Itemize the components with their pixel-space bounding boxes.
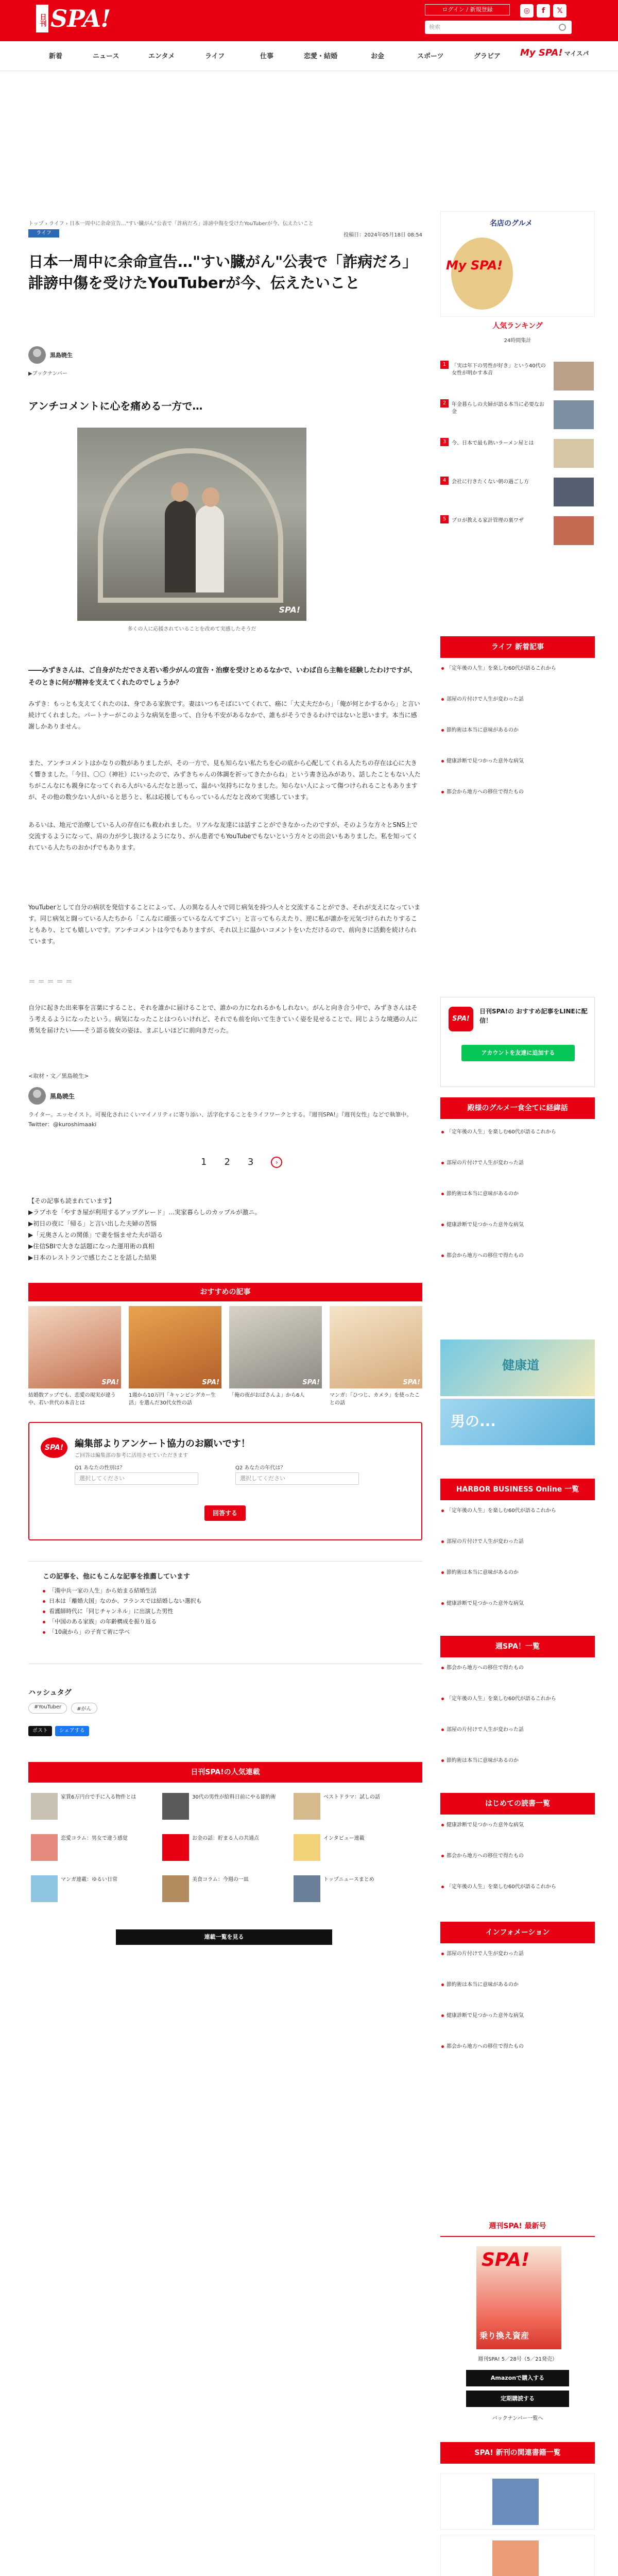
card-watermark: SPA!	[101, 1379, 119, 1386]
page-2[interactable]: 2	[224, 1157, 230, 1167]
series-more-button[interactable]: 連載一覧を見る	[116, 1929, 332, 1945]
recommend-link[interactable]: 「漢中兵一家の人生」から始まる結婚生活	[43, 1586, 408, 1596]
rank-number: 3	[440, 438, 449, 446]
sidebar-news-item[interactable]: 都会から地方への移住で得たもの	[440, 1664, 595, 1672]
weekly-heading: 週刊SPA! 最新号	[440, 2215, 595, 2237]
body-paragraph: また、アンチコメントはかなりの数がありましたが、その一方で、見も知らない私たちを心の底から心配してくれる人たちの存在は心に大きく響きました。「今日、〇〇（神社）にいったので、みずきちゃんの体調を祈ってきたからね」という書き込みがあり、話したこともない人たちがこんなにも親身になってくれる人がいるんだなと思って、温かい気持ちになりました。知らない人によって傷つけられることもありますが、その他の数少ない人がいると思うと、私は応援してもらっているんだなと改めて実感しています。	[28, 759, 421, 801]
survey-title: 編集部よりアンケート協力のお願いです！	[75, 1438, 250, 1449]
recommended-heading: おすすめの記事	[28, 1283, 422, 1301]
photo-watermark: SPA!	[279, 605, 300, 615]
recommend-box	[28, 1561, 422, 1664]
series-thumb	[162, 1834, 189, 1861]
nav-item-sports[interactable]: スポーツ	[417, 53, 444, 60]
related-link[interactable]: ▶住信SBIで大きな話題になった運用術の真相	[28, 1243, 154, 1250]
credit-line: <取材・文／黒島暁生>	[28, 1073, 89, 1079]
book-banner[interactable]	[440, 2535, 595, 2576]
facebook-share-button[interactable]: シェアする	[55, 1726, 89, 1736]
avatar	[28, 346, 46, 364]
tag-list	[28, 1703, 97, 1714]
rank-thumb	[554, 439, 594, 468]
rank-title: プロが教える家計管理の裏ワザ	[452, 518, 524, 523]
sidebar-pickup-heading: 週SPA！一覧	[440, 1636, 595, 1657]
ad-myspa-logo: My SPA!	[446, 258, 503, 273]
card-watermark: SPA!	[202, 1379, 219, 1386]
card-title: 「俺の夜がおばさんよ」から6人	[229, 1393, 305, 1398]
series-item[interactable]	[31, 1875, 157, 1902]
survey-q1-label: Q1 あなたの性別は？	[75, 1465, 125, 1471]
weekly-cover-image[interactable]	[476, 2246, 561, 2349]
banner-title: 男の...	[451, 1413, 496, 1430]
weekly-date: 週刊SPA! 5／28号（5／21発売）	[478, 2357, 557, 2362]
series-item[interactable]	[162, 1875, 288, 1902]
sidebar-rank-item[interactable]	[440, 438, 595, 471]
rank-number: 1	[440, 361, 449, 369]
rank-number: 4	[440, 477, 449, 485]
recommend-link[interactable]: 「10歳から」の子育て術に学べ	[43, 1627, 408, 1637]
sidebar-news-item[interactable]: 節約術は本当に意味があるのか	[440, 1757, 595, 1765]
recommended-card[interactable]	[330, 1306, 422, 1407]
article-meta-bar	[28, 229, 422, 238]
series-thumb	[294, 1834, 320, 1861]
sidebar-rank-item[interactable]	[440, 361, 595, 394]
nav-item-love[interactable]: 恋愛・結婚	[304, 53, 338, 60]
photo-person-right	[196, 505, 224, 592]
author-box	[28, 1087, 422, 1129]
series-title: 家賃6万円台で手に入る物件とは	[61, 1794, 136, 1800]
sidebar-rank-item[interactable]	[440, 515, 595, 548]
sidebar-news-item[interactable]: 都会から地方への移住で得たもの	[440, 1252, 595, 1260]
cover-headline: 乗り換え資産	[479, 2331, 529, 2341]
nav-item-money[interactable]: お金	[371, 53, 385, 60]
search-icon[interactable]	[559, 24, 566, 31]
survey-note: ご回答は編集部の参考に活用させていただきます	[75, 1453, 188, 1459]
body-paragraph: みずき：もっとも支えてくれたのは、身である家族です。妻はいつもそばにいてくれて、癌に「大丈夫だから」「俺が何とかするから」と言い続けてくれました。パートナーがこのような病気を患って、自分も不安があるなかで、誰もがそうできるわけではないと思います。本当に感謝しかありません。	[28, 700, 420, 730]
sidebar-news-item[interactable]: 部屋の片付けで人生が変わった話	[440, 1159, 595, 1167]
site-header	[0, 0, 618, 41]
card-thumbnail	[28, 1306, 121, 1388]
series-title: 30代の男性が給料日前にやる節約術	[192, 1794, 276, 1800]
series-item[interactable]	[31, 1834, 157, 1861]
nav-item-work[interactable]: 仕事	[260, 53, 274, 60]
sidebar-ad-gourmet[interactable]	[440, 211, 595, 317]
nav-item-gravure[interactable]: グラビア	[474, 53, 501, 60]
series-item[interactable]	[162, 1793, 288, 1820]
tag-youtuber[interactable]: #YouTuber	[28, 1703, 67, 1714]
site-logo[interactable]	[36, 3, 110, 34]
rank-title: 「実は年下の男性が好き」という40代の女性が明かす本音	[452, 363, 546, 376]
author-byline[interactable]	[28, 346, 73, 364]
line-add-friend-button[interactable]: アカウントを友達に追加する	[461, 1045, 575, 1061]
card-title: マンガ：「ひつじ、カメラ」を使ったことの話	[330, 1393, 420, 1406]
facebook-icon[interactable]: f	[537, 4, 550, 18]
rank-number: 5	[440, 515, 449, 523]
related-link[interactable]: ▶「元奥さんとの関係」で妻を悩ませた夫が語る	[28, 1231, 163, 1239]
recommend-link[interactable]: 「中国のある家族」の年齢構成を振り返る	[43, 1617, 408, 1627]
page-1[interactable]: 1	[201, 1157, 207, 1167]
series-title: トップニュースまとめ	[323, 1877, 374, 1883]
category-badge[interactable]: ライフ	[28, 229, 59, 238]
rank-thumb	[554, 400, 594, 429]
banner-title: 健康道	[502, 1358, 539, 1372]
related-links	[28, 1195, 422, 1263]
cover-logo: SPA!	[482, 2249, 530, 2270]
author-name: 黒島暁生	[50, 352, 73, 359]
sidebar-news-item[interactable]: 健康診断で見つかった意外な病気	[440, 2012, 595, 2020]
sidebar-news-item[interactable]: 「定年後の人生」を楽しむ60代が語るこれから	[440, 1883, 595, 1891]
publish-date: 投稿日：2024年05月18日 08:54	[344, 232, 422, 238]
card-thumbnail	[229, 1306, 322, 1388]
photo-person-left	[165, 500, 196, 592]
nav-item-life[interactable]: ライフ	[205, 53, 225, 60]
card-title: 結婚数アップでも、恋愛の現実が違う中、若い世代の本音とは	[28, 1393, 116, 1406]
sidebar-rank-sub: 24時間集計	[504, 338, 531, 344]
rank-title: 年金暮らしの夫婦が語る本当に必要なお金	[452, 402, 544, 415]
body-paragraph: YouTuberとして自分の病状を発信することによって、人の異なる人々で同じ病気を持つ人々と交流することができ、それが支えになっています。同じ病気と闘っている人たちから「こんなに頑張っているなんてすごい」と言ってもらえたり、逆に私が誰かを元気づけられたりすることもあり、とても嬉しいです。アンチコメントは今でもありますが、それ以上に温かいコメントをいただけるので、前向きに活動を続けられています。	[28, 904, 421, 945]
series-item[interactable]	[294, 1834, 420, 1861]
related-link[interactable]: ▶日本のレストランで感じたことを話した結果	[28, 1254, 157, 1261]
nav-item-new[interactable]: 新着	[49, 53, 63, 60]
sidebar-news-item[interactable]: 節約術は本当に意味があるのか	[440, 726, 595, 734]
author-name[interactable]: 黒島暁生	[50, 1092, 75, 1100]
sidebar-rank-item[interactable]	[440, 399, 595, 432]
sidebar-news-item[interactable]: 都会から地方への移住で得たもの	[440, 2043, 595, 2050]
sidebar-news-item[interactable]: 節約術は本当に意味があるのか	[440, 1190, 595, 1198]
rank-title: 今、日本で最も熱いラーメン屋とは	[452, 440, 534, 446]
tweet-button[interactable]: ポスト	[28, 1726, 52, 1736]
series-title: 美食コラム：今週の一皿	[192, 1877, 249, 1883]
series-title: 恋愛コラム：男女で違う感覚	[61, 1836, 128, 1841]
main-nav	[0, 41, 618, 71]
sidebar-news-item[interactable]: 都会から地方への移住で得たもの	[440, 1852, 595, 1860]
backnumber-link[interactable]: バックナンバー一覧へ	[492, 2416, 543, 2421]
card-watermark: SPA!	[302, 1379, 320, 1386]
article-title: 日本一周中に余命宣告…"すい臓がん"公表で「詐病だろ」誹謗中傷を受けたYouTuberが今、伝えたいこと	[28, 253, 418, 292]
sidebar-news-item[interactable]: 部屋の片付けで人生が変わった話	[440, 1950, 595, 1958]
sidebar-books-heading: SPA! 新刊の関連書籍一覧	[440, 2442, 595, 2464]
card-title: 1週から10万円「キャンピングカー生活」を選んだ30代女性の話	[129, 1393, 216, 1406]
sidebar-news-item[interactable]: 「定年後の人生」を楽しむ60代が語るこれから	[440, 665, 595, 672]
series-item[interactable]	[294, 1875, 420, 1902]
rank-title: 会社に行きたくない朝の過ごし方	[452, 479, 529, 485]
sidebar-beginner-heading: はじめての読書一覧	[440, 1793, 595, 1815]
related-link[interactable]: ▶初日の夜に「帰る」と言い出した夫婦の苦悩	[28, 1220, 157, 1227]
sidebar-news-item[interactable]: 健康診断で見つかった意外な病気	[440, 1821, 595, 1829]
series-item[interactable]	[162, 1834, 288, 1861]
survey-age-select[interactable]: 選択してください	[235, 1472, 359, 1485]
photo-caption: 多くの人に応援されていることを改めて実感したそうだ	[127, 626, 256, 632]
share-buttons	[28, 1726, 89, 1736]
search-input[interactable]: 検索	[425, 21, 572, 34]
x-icon[interactable]: 𝕏	[553, 4, 566, 18]
spa-app-icon: SPA!	[449, 1007, 473, 1031]
nav-myspa[interactable]	[520, 47, 589, 58]
nav-item-entame[interactable]: エンタメ	[148, 53, 175, 60]
amazon-buy-button[interactable]: Amazonで購入する	[466, 2370, 569, 2386]
ad-image	[451, 238, 513, 310]
rank-thumb	[554, 516, 594, 545]
section-heading: アンチコメントに心を痛める一方で…	[28, 400, 203, 412]
rank-thumb	[554, 362, 594, 391]
breadcrumb[interactable]: トップ › ライフ › 日本一周中に余命宣告…"すい臓がん"公表で「詐病だろ」誹謗中傷を受けたYouTuberが今、伝えたいこと	[28, 221, 314, 227]
rank-thumb	[554, 478, 594, 506]
series-thumb	[162, 1875, 189, 1902]
instagram-icon[interactable]: ◎	[520, 4, 534, 18]
recommend-link[interactable]: 看護師時代に「同じチャンネル」に出演した男性	[43, 1606, 408, 1617]
recommend-heading: この記事を、他にもこんな記事を推薦しています	[43, 1573, 191, 1581]
sidebar-gourmet-heading: 殿様のグルメ一食全てに経緯話	[440, 1097, 595, 1119]
login-button[interactable]: ログイン / 新規登録	[425, 4, 510, 15]
sidebar-harbor-heading: HARBOR BUSINESS Online 一覧	[440, 1479, 595, 1500]
sidebar-news-item[interactable]: 「定年後の人生」を楽しむ60代が語るこれから	[440, 1695, 595, 1703]
sidebar-news-item[interactable]: 健康診断で見つかった意外な病気	[440, 1221, 595, 1229]
series-heading: 日刊SPA!の人気連載	[28, 1762, 422, 1783]
sidebar-rank-item[interactable]	[440, 477, 595, 510]
recommended-card[interactable]	[129, 1306, 221, 1407]
nav-myspa-sub: マイスパ	[564, 50, 589, 57]
recommended-card[interactable]	[28, 1306, 121, 1407]
sidebar-news-item[interactable]: 「定年後の人生」を楽しむ60代が語るこれから	[440, 1128, 595, 1136]
sidebar-news-item[interactable]: 部屋の片付けで人生が変わった話	[440, 696, 595, 703]
line-signup-text: 日刊SPA!の おすすめ記事をLINEに配信！	[479, 1008, 588, 1024]
series-thumb	[31, 1793, 58, 1820]
series-thumb	[31, 1875, 58, 1902]
tag-cancer[interactable]: #がん	[71, 1703, 97, 1714]
rank-number: 2	[440, 399, 449, 408]
series-thumb	[162, 1793, 189, 1820]
series-title: マンガ連載：ゆるい日常	[61, 1877, 117, 1883]
series-title: お金の話：貯まる人の共通点	[192, 1836, 259, 1841]
survey-gender-select[interactable]: 選択してください	[75, 1472, 198, 1485]
pagination	[201, 1157, 282, 1168]
avatar	[28, 1087, 46, 1105]
related-heading: 【その記事も読まれています】	[28, 1197, 115, 1205]
sidebar-news-item[interactable]: 都会から地方への移住で得たもの	[440, 788, 595, 796]
series-title: インタビュー連載	[323, 1836, 365, 1841]
book-banner[interactable]	[440, 2473, 595, 2530]
sidebar-news-item[interactable]: 健康診断で見つかった意外な病気	[440, 1600, 595, 1607]
subscribe-button[interactable]: 定期購読する	[466, 2391, 569, 2407]
sidebar-news-item[interactable]: 「定年後の人生」を楽しむ60代が語るこれから	[440, 1507, 595, 1515]
logo-nikkan: 日刊	[36, 5, 48, 32]
recommended-card[interactable]	[229, 1306, 322, 1399]
article-photo	[77, 428, 306, 621]
body-paragraph: 自分に起きた出来事を言葉にすること、それを誰かに届けることで、誰かの力になれるかもしれない。がんと向き合う中で、みずきさんはそう考えるようになったという。病気になったことはつらいけれど、それでも前を向いて生きていく姿を見せることで、同じような境遇の人に勇気を届けたい――そう語る彼女の姿は、まぶしいほどに前向きだった。	[28, 1004, 418, 1034]
logo-spa: SPA!	[50, 5, 111, 32]
sidebar-rank-heading: 人気ランキング	[440, 318, 595, 334]
card-thumbnail	[330, 1306, 422, 1388]
book-thumb	[492, 2479, 539, 2525]
sidebar-news-item[interactable]: 節約術は本当に意味があるのか	[440, 1569, 595, 1577]
survey-logo: SPA!	[41, 1437, 67, 1458]
author-bio: ライター。エッセイスト。可視化されにくいマイノリティに寄り添い、活字化することをライフワークとする。『週刊SPA!』『週刊女性』などで執筆中。Twitter：@kuroshimaaki	[28, 1111, 413, 1128]
sidebar-news-heading: ライフ 新着記事	[440, 636, 595, 658]
survey-submit-button[interactable]: 回答する	[204, 1505, 246, 1521]
series-thumb	[31, 1834, 58, 1861]
hashtag-heading: ハッシュタグ	[28, 1689, 72, 1697]
series-thumb	[294, 1793, 320, 1820]
card-thumbnail	[129, 1306, 221, 1388]
series-title: ベストドラマ：試しの話	[323, 1794, 380, 1800]
nav-myspa-logo: My SPA!	[520, 47, 563, 58]
sidebar-news-item[interactable]: 部屋の片付けで人生が変わった話	[440, 1538, 595, 1546]
book-thumb	[492, 2540, 539, 2576]
line-signup-box	[440, 997, 595, 1087]
sidebar-banner-health[interactable]	[440, 1340, 595, 1396]
sidebar-news-item[interactable]: 節約術は本当に意味があるのか	[440, 1981, 595, 1989]
card-watermark: SPA!	[403, 1379, 420, 1386]
ad-title: 名店のグルメ	[490, 219, 533, 228]
nav-item-news[interactable]: ニュース	[93, 53, 119, 60]
survey-q2-label: Q2 あなたの年代は？	[235, 1465, 286, 1471]
survey-box	[28, 1422, 422, 1540]
series-thumb	[294, 1875, 320, 1902]
series-item[interactable]	[294, 1793, 420, 1820]
lead-question: ――みずきさんは、ご自身がただでさえ若い希少がんの宣告・治療を受けとめるなかで、いわば自ら主軸を経験したわけですが、そのときに何が精神を支えてくれたのでしょうか？	[28, 667, 417, 687]
body-paragraph: あるいは、地元で治療している人の存在にも救われました。リアルな友達には話すことができなかったのですが、そのような方々とSNS上で交流するようになって、肩の力が少し抜けるようになり、がん患者でもYouTubeでもないという方々との出会いもありました。私を知ってくれている人たちのおかげでもあります。	[28, 821, 418, 851]
related-link[interactable]: ▶ラブホを「やすき屋が利用するアップグレード」…実家暮らしのカップルが激ニ。	[28, 1209, 261, 1216]
sidebar-banner-men[interactable]	[440, 1399, 595, 1445]
page-3[interactable]: 3	[247, 1157, 254, 1167]
next-page-button[interactable]: ›	[271, 1157, 282, 1168]
sidebar-info-heading: インフォメーション	[440, 1922, 595, 1943]
separator: ＝＝＝＝＝	[28, 978, 75, 986]
sidebar-news-item[interactable]: 部屋の片付けで人生が変わった話	[440, 1726, 595, 1734]
series-item[interactable]	[31, 1793, 157, 1820]
booknumber-link[interactable]: ▶ブックナンバー	[28, 371, 67, 377]
recommend-link[interactable]: 日本は「離婚大国」なのか、フランスでは結婚しない選択も	[43, 1596, 408, 1606]
sidebar-news-item[interactable]: 健康診断で見つかった意外な病気	[440, 757, 595, 765]
